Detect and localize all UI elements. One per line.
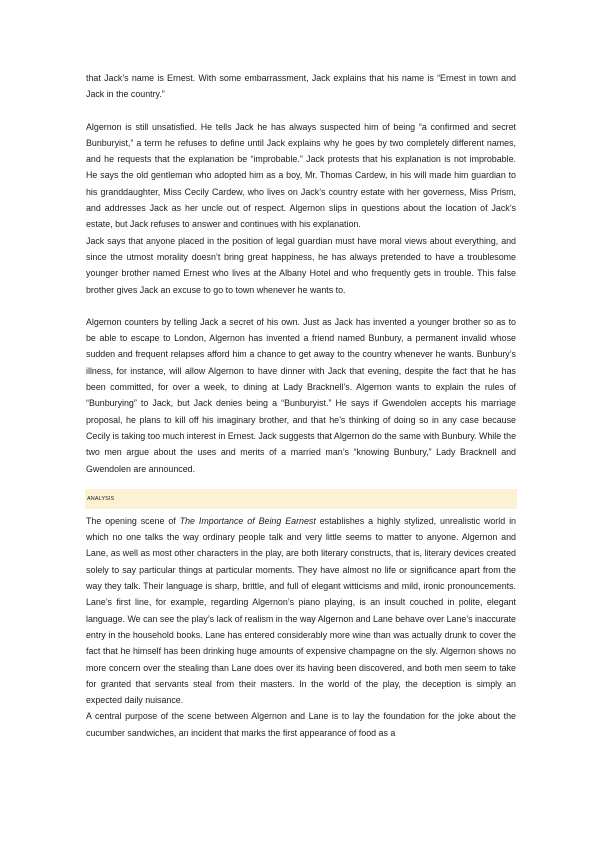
analysis-label: ANALYSIS xyxy=(87,495,115,502)
paragraph-guardian: Jack says that anyone placed in the position of legal guardian must have moral views about everything, and since the utmost morality doesn’t bring great happiness, he has always pretended to have a troublesome younger brother named Ernest who lives at the Albany Hotel and who frequently gets in trouble. This false brother gives Jack an excuse to go to town whenever he wants to. xyxy=(86,235,516,295)
paragraph-gap xyxy=(86,298,516,314)
analysis-section-header xyxy=(85,489,517,509)
play-title: The Importance of Being Earnest xyxy=(179,515,316,526)
analysis-text-pre: The opening scene of xyxy=(86,515,180,526)
paragraph-bunbury-secret: Algernon counters by telling Jack a secret of his own. Just as Jack has invented a younger brother so as to be able to escape to London, Algernon has invented a friend named Bunbury, a permanent invalid whose sudden and frequent relapses afford him a chance to get away to the country whenever he wants. Bunbury’s illness, for instance, will allow Algernon to have dinner with Jack that evening, despite the fact that he has been committed, for over a week, to dining at Lady Bracknell’s. Algernon wants to explain the rules of “Bunburying” to Jack, but Jack denies being a “Bunburyist.” He says if Gwendolen accepts his marriage proposal, he plans to kill off his imaginary brother, and that he’s thinking of doing so in any case because Cecily is taking too much interest in Ernest. Jack suggests that Algernon do the same with Bunbury. While the two men argue about the uses and merits of a married man’s “knowing Bunbury,” Lady Bracknell and Gwendolen are announced. xyxy=(86,316,516,474)
paragraph-gap xyxy=(86,103,516,119)
paragraph-analysis-opening xyxy=(86,513,516,709)
paragraph-cucumber-sandwiches: A central purpose of the scene between Algernon and Lane is to lay the foundation for the joke about the cucumber sandwiches, an incident that marks the first appearance of food as a xyxy=(86,711,516,738)
analysis-text-post: establishes a highly stylized, unrealistic world in which no one talks the way ordinary people talk and very little seems to matter to anyone. Algernon and Lane, as well as most other characters in the play, are both literary constructs, that is, literary devices created solely to say particular things at particular moments. They have almost no life or significance apart from the way they talk. Their language is sharp, brittle, and full of elegant witticisms and mild, ironic pronouncements. Lane’s first line, for example, regarding Algernon’s piano playing, is an insult couched in polite, elegant language. We can see the play’s lack of realism in the way Algernon and Lane behave over Lane’s inaccurate entry in the household books. Lane has entered considerably more wine than was actually drunk to cover the fact that he himself has been drinking huge amounts of expensive champagne on the sly. Algernon shows no more concern over the stealing than Lane does over its having been discovered, and both men seem to take for granted that servants steal from their masters. In the world of the play, the deception is simply an expected daily nuisance. xyxy=(86,515,516,706)
paragraph-bunburyist: Algernon is still unsatisfied. He tells Jack he has always suspected him of being “a confirmed and secret Bunburyist,” a term he refuses to define until Jack explains why he goes by two completely different names, and he requests that the explanation be “improbable.” Jack protests that his explanation is not improbable. He says the old gentleman who adopted him as a boy, Mr. Thomas Cardew, in his will made him guardian to his granddaughter, Miss Cecily Cardew, who lives on Jack’s country estate with her governess, Miss Prism, and addresses Jack as her uncle out of respect. Algernon slips in questions about the location of Jack’s estate, but Jack refuses to answer and continues with his explanation. xyxy=(86,121,516,230)
paragraph-continuation: that Jack’s name is Ernest. With some embarrassment, Jack explains that his name is “Ernest in town and Jack in the country.” xyxy=(86,73,516,100)
